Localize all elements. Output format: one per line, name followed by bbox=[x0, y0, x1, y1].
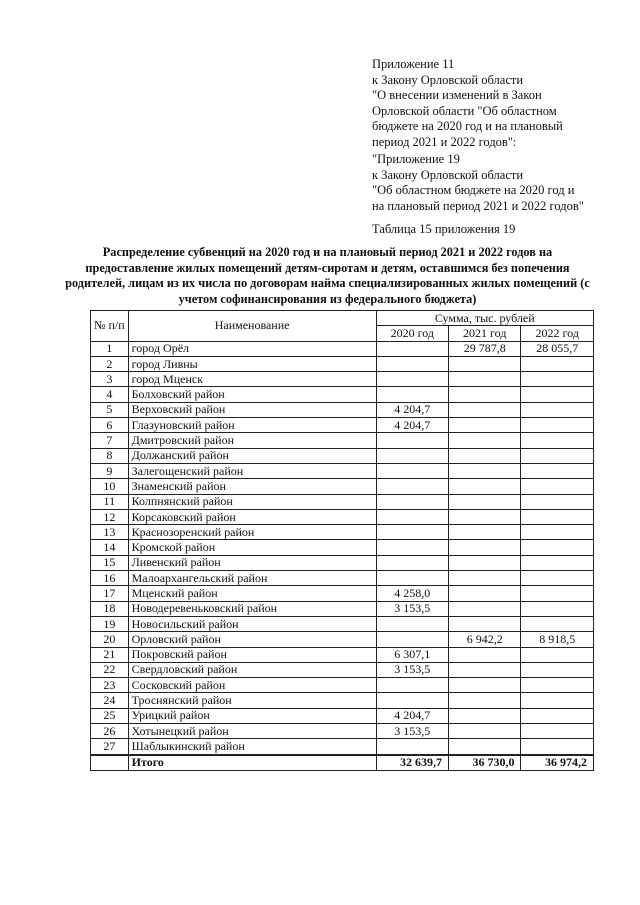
table-row bbox=[91, 448, 594, 463]
row-name: Сосковский район bbox=[128, 678, 376, 693]
row-number: 15 bbox=[91, 555, 129, 570]
row-value-2021: 6 942,2 bbox=[449, 632, 521, 647]
table-row bbox=[91, 525, 594, 540]
table-row bbox=[91, 571, 594, 586]
row-name: Залегощенский район bbox=[128, 463, 376, 478]
table-row bbox=[91, 509, 594, 524]
table-body bbox=[91, 341, 594, 770]
row-number: 10 bbox=[91, 479, 129, 494]
header-year: 2021 год bbox=[449, 326, 521, 341]
total-2020: 32 639,7 bbox=[376, 755, 448, 771]
row-value-2022 bbox=[521, 555, 594, 570]
row-value-2020 bbox=[376, 448, 448, 463]
row-value-2021 bbox=[449, 509, 521, 524]
row-number: 7 bbox=[91, 433, 129, 448]
row-number: 23 bbox=[91, 678, 129, 693]
row-value-2021 bbox=[449, 433, 521, 448]
row-value-2020 bbox=[376, 616, 448, 631]
document-title: Распределение субвенций на 2020 год и на плановый период 2021 и 2022 годов на предоставление жилых помещений детям-сиротам и детям, оставшимся без попечения родителей, лицам из их числа по договорам найма специализированных жилых помещений (с учетом софинансирования из федерального бюджета) bbox=[65, 245, 590, 306]
header-sum: Сумма, тыс. рублей bbox=[376, 311, 593, 326]
row-number: 11 bbox=[91, 494, 129, 509]
row-value-2022 bbox=[521, 616, 594, 631]
annex-line: Приложение 11 bbox=[372, 57, 455, 71]
row-value-2021 bbox=[449, 494, 521, 509]
row-value-2020 bbox=[376, 555, 448, 570]
annex-line: к Закону Орловской области bbox=[372, 167, 524, 182]
row-number: 26 bbox=[91, 724, 129, 739]
row-value-2020 bbox=[376, 632, 448, 647]
row-value-2022 bbox=[521, 387, 594, 402]
row-name: Должанский район bbox=[128, 448, 376, 463]
row-value-2022 bbox=[521, 540, 594, 555]
row-value-2021 bbox=[449, 402, 521, 417]
row-value-2022 bbox=[521, 678, 594, 693]
row-value-2022: 8 918,5 bbox=[521, 632, 594, 647]
row-number: 12 bbox=[91, 509, 129, 524]
row-value-2022 bbox=[521, 586, 594, 601]
row-number: 4 bbox=[91, 387, 129, 402]
row-value-2020: 3 153,5 bbox=[376, 601, 448, 616]
table-row bbox=[91, 739, 594, 755]
row-name: Мценский район bbox=[128, 586, 376, 601]
header-year: 2020 год bbox=[376, 326, 448, 341]
table-row bbox=[91, 708, 594, 723]
row-value-2021 bbox=[449, 418, 521, 433]
row-value-2020: 3 153,5 bbox=[376, 724, 448, 739]
row-value-2022 bbox=[521, 693, 594, 708]
row-value-2022 bbox=[521, 402, 594, 417]
row-name: Орловский район bbox=[128, 632, 376, 647]
row-name: Малоархангельский район bbox=[128, 571, 376, 586]
row-value-2022 bbox=[521, 647, 594, 662]
row-value-2021 bbox=[449, 678, 521, 693]
row-number: 14 bbox=[91, 540, 129, 555]
annex-line: "О внесении изменений в Закон bbox=[372, 88, 542, 102]
header-year: 2022 год bbox=[521, 326, 594, 341]
row-value-2022 bbox=[521, 601, 594, 616]
subsidy-table bbox=[90, 310, 594, 771]
row-value-2021 bbox=[449, 601, 521, 616]
row-value-2022 bbox=[521, 356, 594, 371]
annex-line: "Об областном бюджете на 2020 год и bbox=[372, 183, 575, 197]
row-value-2022 bbox=[521, 525, 594, 540]
row-value-2021 bbox=[449, 372, 521, 387]
table-row bbox=[91, 724, 594, 739]
table-row bbox=[91, 463, 594, 478]
row-name: Свердловский район bbox=[128, 662, 376, 677]
annex-line: на плановый период 2021 и 2022 годов" bbox=[372, 198, 584, 213]
row-value-2021 bbox=[449, 662, 521, 677]
row-value-2020 bbox=[376, 463, 448, 478]
row-name: Болховский район bbox=[128, 387, 376, 402]
row-value-2020: 4 258,0 bbox=[376, 586, 448, 601]
row-value-2020: 4 204,7 bbox=[376, 402, 448, 417]
table-row bbox=[91, 418, 594, 433]
row-value-2022 bbox=[521, 724, 594, 739]
row-value-2022 bbox=[521, 708, 594, 723]
row-number: 2 bbox=[91, 356, 129, 371]
row-number: 8 bbox=[91, 448, 129, 463]
row-value-2020 bbox=[376, 693, 448, 708]
row-name: Ливенский район bbox=[128, 555, 376, 570]
row-number: 22 bbox=[91, 662, 129, 677]
row-value-2022: 28 055,7 bbox=[521, 341, 594, 356]
row-value-2021 bbox=[449, 616, 521, 631]
table-row bbox=[91, 662, 594, 677]
row-value-2022 bbox=[521, 494, 594, 509]
total-label: Итого bbox=[128, 755, 376, 771]
row-name: город Мценск bbox=[128, 372, 376, 387]
row-name: Троснянский район bbox=[128, 693, 376, 708]
table-row bbox=[91, 387, 594, 402]
table-row bbox=[91, 616, 594, 631]
total-2022: 36 974,2 bbox=[521, 755, 594, 771]
row-number: 25 bbox=[91, 708, 129, 723]
table-row bbox=[91, 586, 594, 601]
row-name: Новосильский район bbox=[128, 616, 376, 631]
row-value-2021 bbox=[449, 463, 521, 478]
row-value-2020 bbox=[376, 571, 448, 586]
row-name: город Орёл bbox=[128, 341, 376, 356]
annex-line: к Закону Орловской области bbox=[372, 72, 524, 87]
row-name: Знаменский район bbox=[128, 479, 376, 494]
header-num: № п/п bbox=[91, 311, 129, 342]
row-value-2021 bbox=[449, 448, 521, 463]
row-value-2020 bbox=[376, 433, 448, 448]
row-number: 16 bbox=[91, 571, 129, 586]
row-value-2021 bbox=[449, 586, 521, 601]
row-number: 24 bbox=[91, 693, 129, 708]
row-name: Кромской район bbox=[128, 540, 376, 555]
row-value-2022 bbox=[521, 463, 594, 478]
row-number: 19 bbox=[91, 616, 129, 631]
row-value-2021 bbox=[449, 555, 521, 570]
row-value-2020 bbox=[376, 540, 448, 555]
row-value-2021 bbox=[449, 387, 521, 402]
row-value-2021 bbox=[449, 356, 521, 371]
table-row bbox=[91, 433, 594, 448]
row-value-2021 bbox=[449, 525, 521, 540]
row-value-2022 bbox=[521, 433, 594, 448]
row-value-2020 bbox=[376, 356, 448, 371]
annex-line: Орловской области "Об областном bbox=[372, 103, 557, 118]
row-name: Колпнянский район bbox=[128, 494, 376, 509]
row-value-2022 bbox=[521, 479, 594, 494]
row-name: Покровский район bbox=[128, 647, 376, 662]
table-row bbox=[91, 632, 594, 647]
row-name: Шаблыкинский район bbox=[128, 739, 376, 755]
row-number: 6 bbox=[91, 418, 129, 433]
row-value-2020: 3 153,5 bbox=[376, 662, 448, 677]
table-reference: Таблица 15 приложения 19 bbox=[372, 222, 516, 236]
header-name: Наименование bbox=[128, 311, 376, 342]
total-2021: 36 730,0 bbox=[449, 755, 521, 771]
row-value-2020: 4 204,7 bbox=[376, 418, 448, 433]
row-value-2021 bbox=[449, 693, 521, 708]
row-value-2022 bbox=[521, 509, 594, 524]
table-row bbox=[91, 356, 594, 371]
row-value-2020 bbox=[376, 494, 448, 509]
row-value-2020 bbox=[376, 372, 448, 387]
table-row bbox=[91, 601, 594, 616]
row-number: 5 bbox=[91, 402, 129, 417]
annex-line: "Приложение 19 bbox=[372, 152, 460, 166]
row-value-2021 bbox=[449, 571, 521, 586]
row-value-2022 bbox=[521, 739, 594, 755]
row-name: Хотынецкий район bbox=[128, 724, 376, 739]
table-row bbox=[91, 540, 594, 555]
annex-11-header bbox=[372, 57, 592, 150]
row-value-2022 bbox=[521, 571, 594, 586]
table-row bbox=[91, 341, 594, 356]
row-value-2020 bbox=[376, 341, 448, 356]
row-number: 27 bbox=[91, 739, 129, 755]
row-value-2021 bbox=[449, 647, 521, 662]
table-row bbox=[91, 678, 594, 693]
row-name: Дмитровский район bbox=[128, 433, 376, 448]
annex-line: бюджете на 2020 год и на плановый bbox=[372, 119, 563, 133]
row-value-2020: 6 307,1 bbox=[376, 647, 448, 662]
table-row bbox=[91, 555, 594, 570]
table-row bbox=[91, 647, 594, 662]
table-row bbox=[91, 402, 594, 417]
row-value-2020: 4 204,7 bbox=[376, 708, 448, 723]
total-row bbox=[91, 755, 594, 771]
row-name: Корсаковский район bbox=[128, 509, 376, 524]
row-name: Новодеревеньковский район bbox=[128, 601, 376, 616]
row-name: Верховский район bbox=[128, 402, 376, 417]
row-number: 17 bbox=[91, 586, 129, 601]
row-value-2020 bbox=[376, 678, 448, 693]
row-number: 3 bbox=[91, 372, 129, 387]
row-value-2020 bbox=[376, 479, 448, 494]
row-value-2020 bbox=[376, 525, 448, 540]
row-value-2022 bbox=[521, 418, 594, 433]
row-value-2020 bbox=[376, 387, 448, 402]
annex-19-header bbox=[372, 152, 592, 214]
total-num-cell bbox=[91, 755, 129, 771]
row-value-2020 bbox=[376, 739, 448, 755]
row-value-2021 bbox=[449, 479, 521, 494]
table-row bbox=[91, 494, 594, 509]
row-value-2022 bbox=[521, 448, 594, 463]
row-name: Урицкий район bbox=[128, 708, 376, 723]
row-value-2022 bbox=[521, 372, 594, 387]
row-name: город Ливны bbox=[128, 356, 376, 371]
table-row bbox=[91, 372, 594, 387]
row-number: 18 bbox=[91, 601, 129, 616]
row-value-2021 bbox=[449, 724, 521, 739]
row-number: 21 bbox=[91, 647, 129, 662]
row-value-2021 bbox=[449, 739, 521, 755]
row-value-2021: 29 787,8 bbox=[449, 341, 521, 356]
row-value-2021 bbox=[449, 540, 521, 555]
row-number: 1 bbox=[91, 341, 129, 356]
row-number: 13 bbox=[91, 525, 129, 540]
row-name: Краснозоренский район bbox=[128, 525, 376, 540]
row-value-2021 bbox=[449, 708, 521, 723]
row-name: Глазуновский район bbox=[128, 418, 376, 433]
row-value-2020 bbox=[376, 509, 448, 524]
row-number: 9 bbox=[91, 463, 129, 478]
row-value-2022 bbox=[521, 662, 594, 677]
table-row bbox=[91, 479, 594, 494]
annex-line: период 2021 и 2022 годов": bbox=[372, 134, 517, 149]
table-row bbox=[91, 693, 594, 708]
row-number: 20 bbox=[91, 632, 129, 647]
